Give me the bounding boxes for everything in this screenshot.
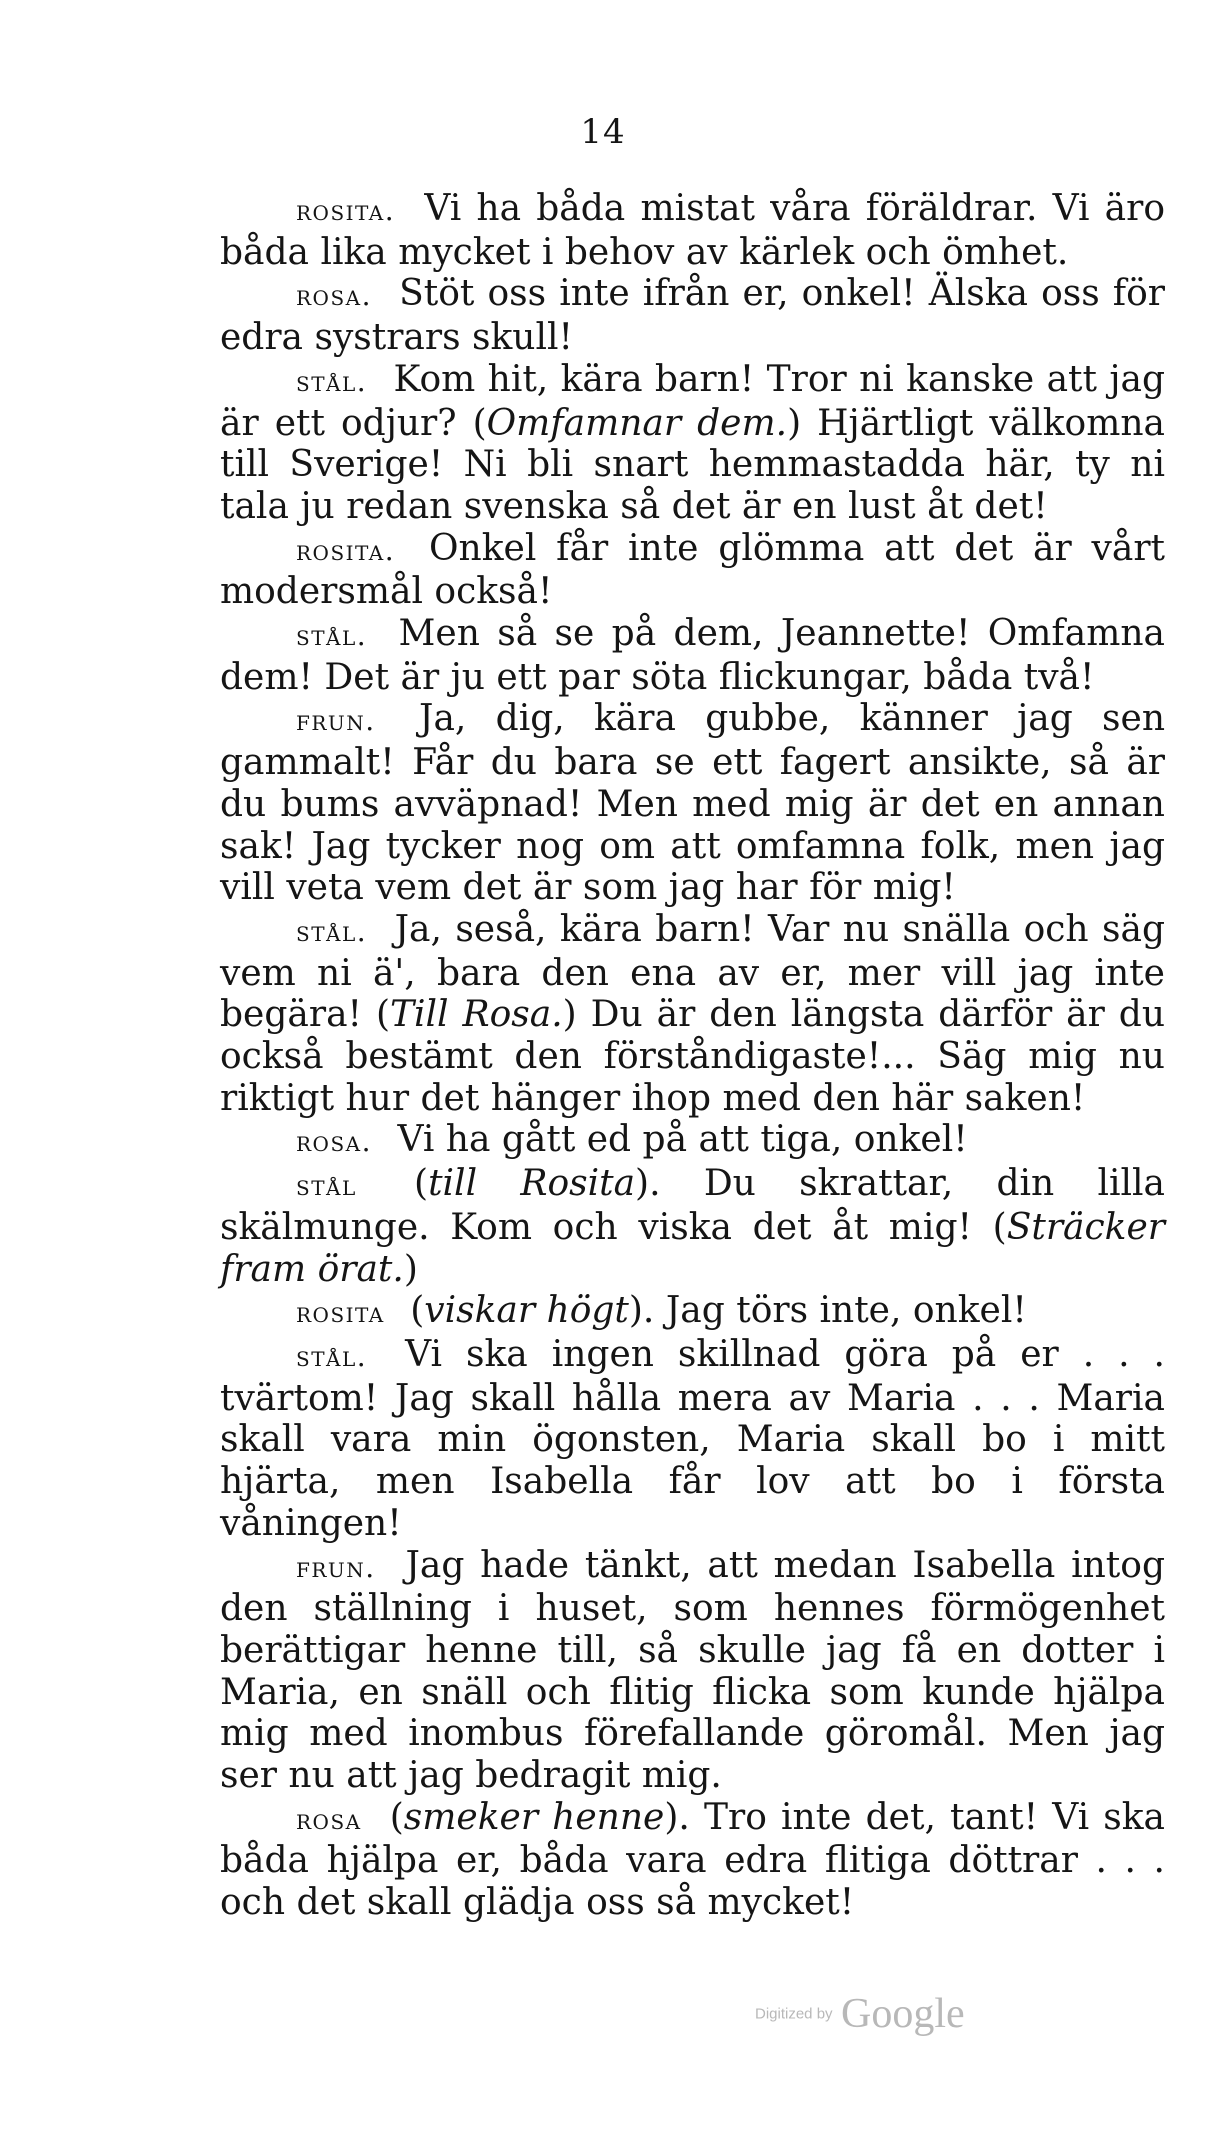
dialogue-line (220, 528, 1165, 613)
line-text: Du är den längsta därför är du också bestämt den förståndigaste!... Säg mig nu riktigt hur det hänger ihop med den här saken! (220, 994, 1165, 1119)
line-text: Onkel får inte glömma att det är vårt modersmål också! (220, 527, 1165, 613)
line-text: Vi ha båda mistat våra föräldrar. Vi äro båda lika mycket i behov av kärlek och ömhet. (220, 188, 1165, 273)
stage-direction: Sträcker fram örat. (220, 1206, 1165, 1290)
line-text: Vi ska ingen skillnad göra på er . . . tvärtom! Jag skall hålla mera av Maria . . . Maria skall vara min ögonsten, Maria skall bo i mitt hjärta, men Isabella får lov att bo i första våningen! (220, 1333, 1165, 1544)
line-text: Ja, seså, kära barn! Var nu snälla och säg vem ni ä', bara den ena av er, mer vill jag inte begära! (220, 908, 1165, 1036)
speaker-name: rosa. (296, 279, 372, 313)
line-text: Tro inte det, tant! Vi ska båda hjälpa er, båda vara edra flitiga döttrar . . . och det skall glädja oss så mycket! (220, 1796, 1165, 1924)
speaker-name: rosita (296, 1296, 385, 1330)
dialogue-line (220, 698, 1165, 909)
dialogue-line: rosa (smeker henne). Tro inte det, tant! Vi ska båda hjälpa er, båda vara edra flitiga döttrar . . . och det skall glädja oss så mycket! (220, 1796, 1165, 1924)
line-text: Kom hit, kära barn! Tror ni kanske att jag är ett odjur? (220, 358, 1165, 444)
google-logo: Google (841, 1991, 965, 2037)
speaker-name: frun. (296, 1550, 376, 1584)
stage-direction: Omfamnar dem. (486, 402, 788, 444)
dialogue-line (220, 613, 1165, 698)
line-text: Jag törs inte, onkel! (665, 1290, 1027, 1332)
dialogue-line: stål (till Rosita). Du skrattar, din lilla skälmunge. Kom och viska det åt mig! (Sträcker fram örat.) (220, 1163, 1165, 1290)
speaker-name: rosita. (296, 194, 396, 227)
stage-direction: viskar högt (424, 1290, 629, 1332)
watermark-prefix: Digitized by (755, 2005, 833, 2023)
line-text: Men så se på dem, Jeannette! Omfamna dem! Det är ju ett par söta flickungar, båda två! (220, 613, 1165, 698)
page-number: 14 (580, 112, 626, 152)
speaker-name: stål (296, 1169, 357, 1203)
dialogue-line (220, 1119, 1165, 1163)
stage-direction: Till Rosa. (390, 994, 563, 1036)
speaker-name: rosa. (296, 1125, 372, 1159)
digitized-by-google-watermark (755, 1990, 965, 2038)
line-text: Hjärtligt välkomna till Sverige! Ni bli snart hemmastadda här, ty ni tala ju redan svenska så det är en lust åt det! (220, 402, 1166, 527)
line-text: Jag hade tänkt, att medan Isabella intog den ställning i huset, som hennes förmögenhet berättigar henne till, så skulle jag få en dotter i Maria, en snäll och flitig flicka som kunde hjälpa mig med inombus förefallande göromål. Men jag ser nu att jag bedragit mig. (220, 1544, 1165, 1797)
speaker-name: stål. (296, 364, 368, 398)
dialogue-line (220, 273, 1165, 358)
stage-direction: smeker henne (403, 1796, 665, 1838)
speaker-name: stål. (296, 1339, 368, 1373)
dialogue-line: stål. Ja, seså, kära barn! Var nu snälla och säg vem ni ä', bara den ena av er, mer vill jag inte begära! (Till Rosa.) Du är den längsta därför är du också bestämt den förståndigaste!... Säg mig nu riktigt hur det hänger ihop med den här saken! (220, 908, 1165, 1119)
speaker-name: rosita. (296, 533, 396, 567)
line-text: Du skrattar, din lilla skälmunge. Kom och viska det åt mig! (220, 1163, 1165, 1248)
dialogue-line: rosita (viskar högt). Jag törs inte, onkel! (296, 1290, 1027, 1332)
play-text (220, 188, 1165, 1924)
line-text: Stöt oss inte ifrån er, onkel! Älska oss för edra systrars skull! (220, 273, 1165, 359)
dialogue-line: stål. Kom hit, kära barn! Tror ni kanske att jag är ett odjur? (Omfamnar dem.) Hjärtligt välkomna till Sverige! Ni bli snart hemmastadda här, ty ni tala ju redan svenska så det är en lust åt det! (220, 358, 1166, 527)
stage-direction: till Rosita (428, 1163, 636, 1205)
speaker-name: frun. (296, 704, 376, 738)
speaker-name: stål. (296, 914, 368, 948)
line-text: Vi ha gått ed på att tiga, onkel! (397, 1119, 968, 1161)
dialogue-line (220, 188, 1165, 273)
dialogue-line (220, 1334, 1165, 1545)
speaker-name: stål. (296, 619, 368, 653)
line-text: Ja, dig, kära gubbe, känner jag sen gammalt! Får du bara se ett fagert ansikte, så är du bums avväpnad! Men med mig är det en annan sak! Jag tycker nog om att omfamna folk, men jag vill veta vem det är som jag har för mig! (220, 698, 1166, 909)
dialogue-line (220, 1545, 1165, 1797)
speaker-name: rosa (296, 1802, 362, 1836)
